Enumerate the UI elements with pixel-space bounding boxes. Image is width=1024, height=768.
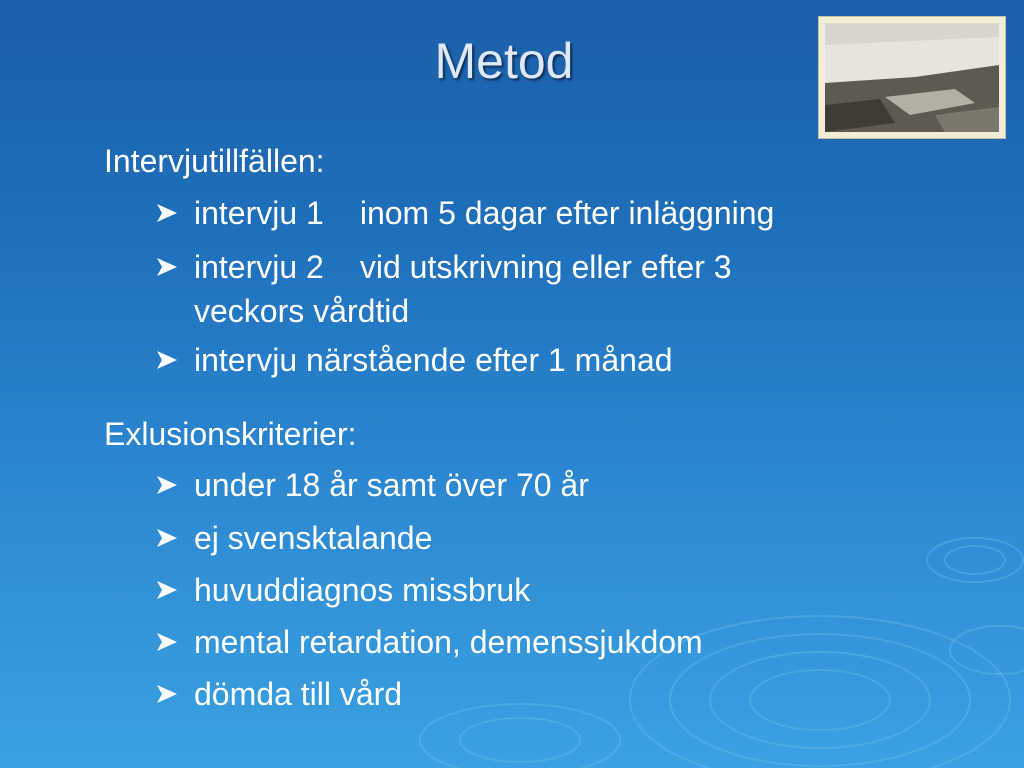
arrowhead-bullet-icon xyxy=(156,203,178,223)
list-item-label: intervju 2 xyxy=(194,249,324,285)
arrowhead-bullet-icon xyxy=(156,528,178,548)
arrowhead-bullet-icon xyxy=(156,632,178,652)
list-item-detail: inom 5 dagar efter inläggning xyxy=(359,195,775,231)
slide-title: Metod xyxy=(434,33,574,89)
list-item xyxy=(156,516,876,560)
section-heading-exclusion-criteria: Exlusionskriterier: xyxy=(104,416,357,452)
list-item xyxy=(156,463,876,507)
list-item-label: ej svensktalande xyxy=(194,520,433,556)
aerial-photo-icon xyxy=(818,16,1006,139)
list-item-label: under 18 år samt över 70 år xyxy=(194,467,589,503)
list-item-label: intervju 1 xyxy=(194,195,324,231)
list-item-label: intervju närstående efter 1 månad xyxy=(194,342,673,378)
arrowhead-bullet-icon xyxy=(156,475,178,495)
list-item xyxy=(156,568,876,612)
arrowhead-bullet-icon xyxy=(156,350,178,370)
list-item xyxy=(156,191,876,235)
section-heading-interview-occasions: Intervjutillfällen: xyxy=(104,143,325,179)
arrowhead-bullet-icon xyxy=(156,684,178,704)
list-item-label: huvuddiagnos missbruk xyxy=(194,572,531,608)
list-item xyxy=(156,620,876,664)
arrowhead-bullet-icon xyxy=(156,257,178,277)
list-item-label: dömda till vård xyxy=(194,676,403,712)
list-item xyxy=(156,672,876,716)
list-item-detail: vid utskrivning eller efter 3 xyxy=(359,249,732,285)
list-item-continuation: veckors vårdtid xyxy=(194,293,410,329)
list-item-label: mental retardation, demenssjukdom xyxy=(194,624,703,660)
arrowhead-bullet-icon xyxy=(156,580,178,600)
list-item xyxy=(156,338,876,382)
list-item xyxy=(156,245,876,333)
